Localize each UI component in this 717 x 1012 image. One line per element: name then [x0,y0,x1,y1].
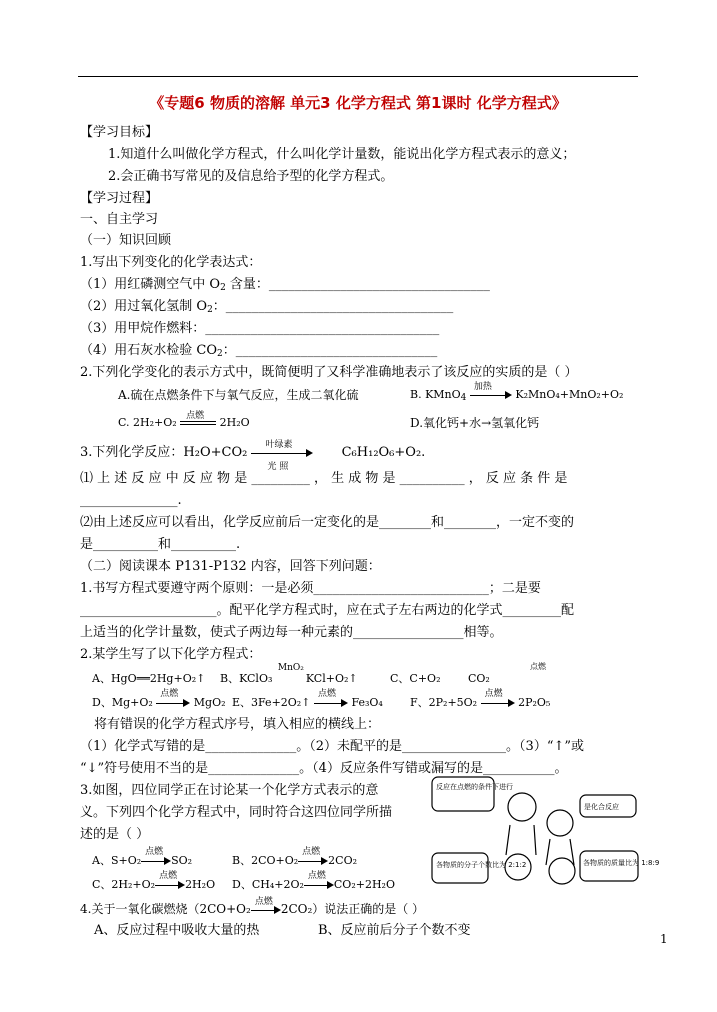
question-stem: 2.某学生写了以下化学方程式： [80,647,262,662]
question-item: （1）用红磷测空气中 $O_2$ 含量：__________________________________ [80,277,490,293]
question-part: 是__________和__________. [80,537,241,552]
question-stem: 3.如图，四位同学正在讨论某一个化学方式表示的意 [80,783,379,798]
discussion-cartoon [430,775,660,905]
reading-line: _____________________。配平化学方程式时，应在式子左右两边的化学式_________配 [80,603,575,618]
question-stem: 2.下列化学变化的表示方式中，既简便明了又科学准确地表示了该反应的实质的是（ ） [80,365,578,380]
process-heading: 【学习过程】 [80,191,159,206]
choice-b: B. KMnO$_4$ 加热 K₂MnO₄+MnO₂+O₂ [410,382,624,403]
question-stem: 义。下列四个化学方程式中，同时符合这四位同学所描 [80,805,393,820]
reaction-arrow: 点燃 [156,698,190,708]
choice-c: C、2H₂+O₂ 点燃 2H₂O [92,871,216,891]
reaction-equals: 点燃 [180,418,216,428]
choice-d: D、CH₄+2O₂ 点燃 CO₂+2H₂O [232,871,395,891]
page-number: 1 [660,932,668,946]
reading-line: 1.书写方程式要遵守两个原则：一是必须___________________________；二是要 [80,581,541,596]
equation-d: D、Mg+O₂ 点燃 MgO₂ [92,689,226,709]
reaction-arrow: 点燃 [481,698,515,708]
objective-item: 1.知道什么叫做化学方程式，什么叫化学计量数，能说出化学方程式表示的意义； [108,147,576,162]
choice-b: B、反应前后分子个数不变 [318,923,471,938]
question-item: （4）用石灰水检验 $CO_2$：_______________________________ [80,343,438,359]
equation-e: E、3Fe+2O₂↑ 点燃 Fe₃O₄ [232,689,383,709]
choice-c: C. 2H₂+O₂ 点燃 2H₂O [118,411,250,429]
reading-line: 上适当的化学计量数，使式子两边每一种元素的_________________相等。 [80,625,503,640]
instruction: 将有错误的化学方程式序号，填入相应的横线上： [94,717,381,732]
speech-bubble-text: 是化合反应 [584,803,619,811]
answer-line: “↓”符号使用不当的是______________。（4）反应条件写错或漏写的是___________。 [80,761,568,776]
equation-a: A、HgO══2Hg+O₂↑ [92,672,206,685]
subsection-heading: （一）知识回顾 [80,233,172,248]
equation-c: C、C+O₂ CO₂ 点燃 [390,662,546,685]
reaction-arrow: MnO₂ [277,663,304,673]
question-item: （2）用过氧化氢制 $O_2$：___________________________________ [80,299,454,315]
equation-f: F、2P₂+5O₂ 点燃 2P₂O₅ [410,689,551,709]
speech-bubble-text: 各物质的分子个数比为 2:1:2 [436,861,527,869]
header-rule [78,76,638,77]
speech-bubble-text: 各物质的质量比为 1:8:9 [583,859,660,867]
question-stem: 4.关于一氧化碳燃烧（2CO+O₂ 点燃 2CO₂）说法正确的是（ ） [80,896,425,916]
reaction-arrow: 叶绿素 光 照 [251,448,313,458]
choice-d: D.氧化钙+水→氢氧化钙 [410,416,540,430]
question-part: ⑵由上述反应可以看出，化学反应前后一定变化的是________和________，一定不变的 [80,515,575,530]
question-stem: 述的是（ ） [80,827,150,842]
reaction-arrow: 加热 [470,390,512,400]
choice-a: A、S+O₂ 点燃 SO₂ [92,847,193,867]
question-part: _______________. [80,493,182,508]
choice-b: B、2CO+O₂ 点燃 2CO₂ [232,847,358,867]
choice-a: A.硫在点燃条件下与氧气反应，生成二氧化硫 [118,388,359,402]
question-stem: 3.下列化学反应：H₂O+CO₂ 叶绿素 光 照 C₆H₁₂O₆+O₂. [80,439,426,472]
question-stem: 1.写出下列变化的化学表达式： [80,255,262,270]
question-item: （3）用甲烷作燃料：____________________________________ [80,321,440,336]
section-heading: 一、自主学习 [80,212,159,227]
subsection-heading: （二）阅读课本 P131-P132 内容，回答下列问题： [80,559,381,574]
answer-line: （1）化学式写错的是______________。（2）未配平的是________________。（3）“↑”或 [80,739,584,754]
objective-item: 2.会正确书写常见的及信息给予型的化学方程式。 [108,169,394,184]
objectives-heading: 【学习目标】 [80,125,159,140]
speech-bubble-text: 反应在点燃的条件下进行 [436,783,513,791]
page-title: 《专题6 物质的溶解 单元3 化学方程式 第1课时 化学方程式》 [149,94,567,112]
equation-b: B、KClO₃ MnO₂ KCl+O₂↑ [220,663,358,685]
question-part: ⑴ 上 述 反 应 中 反 应 物 是 _________ ， 生 成 物 是 __________ ， 反 应 条 件 是 [80,471,568,486]
choice-a: A、反应过程中吸收大量的热 [94,923,260,938]
reaction-arrow: 点燃 [314,698,348,708]
